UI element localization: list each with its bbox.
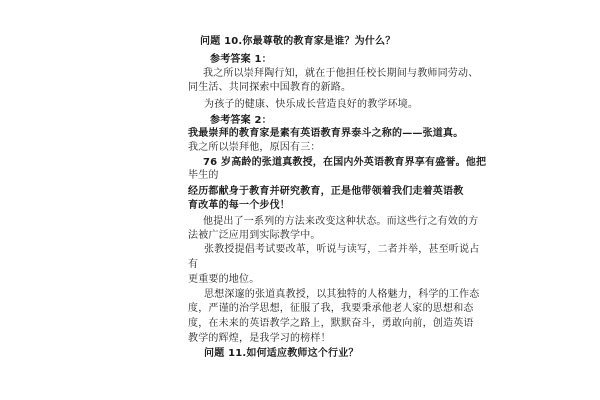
answer-2-line-10: 有 — [188, 259, 199, 270]
answer-2-line-12: 思想深邃的张道真教授，以其独特的人格魅力，科学的工作态 — [204, 289, 480, 300]
answer-1-line-2: 同生活、共同探索中国教育的新路。 — [188, 82, 352, 93]
answer-1-label: 参考答案 1： — [210, 54, 272, 65]
answer-2-line-6: 育改革的每一个步伐！ — [188, 200, 290, 211]
answer-2-line-14: 度，在未来的英语教学之路上，默默奋斗，勇敢向前，创造英语 — [188, 318, 474, 329]
answer-2-line-9: 张教授提倡考试要改革，听说与读写，二者并举，甚至听说占 — [204, 244, 480, 255]
answer-2-line-13: 度，严谨的治学思想，征服了我，我要秉承他老人家的思想和态 — [188, 303, 474, 314]
answer-2-line-15: 教学的辉煌，是我学习的榜样！ — [188, 333, 331, 344]
answer-1-line-3: 为孩子的健康、快乐成长营造良好的教学环境。 — [204, 99, 419, 110]
answer-2-line-8: 法被广泛应用到实际教学中。 — [188, 230, 321, 241]
answer-2-line-11: 更重要的地位。 — [188, 274, 260, 285]
answer-2-line-5: 经历都献身于教育并研究教育，正是他带领着我们走着英语教 — [188, 186, 464, 197]
answer-2-label: 参考答案 2： — [210, 115, 272, 126]
answer-2-line-7: 他提出了一系列的方法来改变这种状态。而这些行之有效的方 — [203, 216, 479, 227]
answer-1-line-1: 我之所以崇拜陶行知，就在于他担任校长期间与教师同劳动、 — [203, 68, 479, 79]
answer-2-line-3: 76 岁高龄的张道真教授，在国内外英语教育界享有盛誉。他把 — [203, 157, 487, 168]
answer-2-line-2: 我之所以崇拜他，原因有三： — [188, 142, 321, 153]
question-10-heading: 问题 10.你最尊敬的教育家是谁？为什么？ — [200, 36, 396, 47]
answer-2-line-1: 我最崇拜的教育家是素有英语教育界泰斗之称的——张道真。 — [188, 128, 464, 139]
question-11-heading: 问题 11.如何适应教师这个行业？ — [204, 348, 359, 359]
answer-2-line-4: 毕生的 — [188, 170, 219, 181]
